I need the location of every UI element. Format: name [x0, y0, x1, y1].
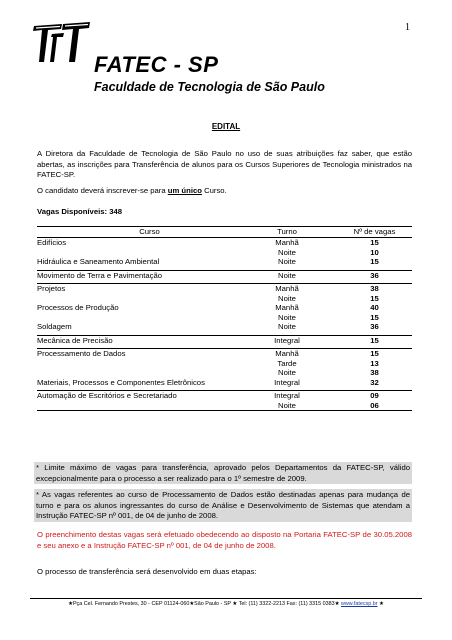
turno-cell: Integral	[237, 391, 337, 401]
curso-cell	[37, 313, 237, 323]
curso-cell: Materiais, Processos e Componentes Eletrônicos	[37, 377, 205, 387]
vagas-cell: 15	[370, 238, 379, 247]
table-row	[37, 257, 412, 267]
curso-cell: Projetos	[37, 284, 237, 294]
curso-cell: Processamento de Dados	[37, 349, 237, 359]
curso-cell	[37, 368, 237, 378]
curso-cell: Movimento de Terra e Pavimentação	[37, 270, 237, 280]
curso-cell: Hidráulica e Saneamento Ambiental	[37, 257, 160, 266]
table-row	[37, 391, 412, 401]
turno-cell: Noite	[237, 270, 337, 280]
table-row	[37, 368, 412, 378]
vagas-table	[37, 226, 412, 411]
candidate-emphasis: um único	[167, 186, 202, 195]
table-row	[37, 349, 412, 359]
turno-cell: Manhã	[275, 303, 299, 312]
vagas-cell: 40	[370, 303, 379, 312]
table-row	[37, 378, 412, 388]
turno-cell: Noite	[278, 247, 296, 257]
curso-cell	[37, 401, 237, 411]
table-row	[37, 359, 412, 369]
table-row	[37, 270, 412, 280]
curso-cell: Automação de Escritórios e Secretariado	[37, 391, 237, 401]
turno-cell: Noite	[237, 401, 337, 411]
turno-cell: Noite	[278, 312, 296, 322]
header-turno: Turno	[237, 227, 337, 238]
table-header-row	[37, 227, 412, 238]
footer-divider	[30, 598, 422, 599]
curso-cell: Processos de Produção	[37, 303, 119, 312]
vagas-cell: 36	[337, 270, 412, 280]
vagas-cell: 15	[337, 349, 412, 359]
vagas-cell: 32	[370, 377, 379, 387]
candidate-paragraph	[37, 186, 412, 197]
turno-cell: Noite	[278, 368, 296, 377]
table-row	[37, 401, 412, 411]
curso-cell: Soldagem	[37, 322, 72, 331]
vagas-cell: 36	[370, 322, 379, 331]
candidate-text-before: O candidato deverá inscrever-se para	[37, 186, 168, 195]
vagas-cell: 13	[370, 358, 379, 368]
turno-cell: Noite	[278, 257, 296, 266]
vagas-cell: 15	[370, 312, 379, 322]
curso-cell: Edifícios	[37, 238, 67, 247]
process-paragraph: O processo de transferência será desenvolvido em duas etapas:	[37, 567, 257, 576]
turno-cell: Manhã	[237, 349, 337, 359]
vagas-cell: 15	[370, 293, 379, 303]
turno-cell: Noite	[278, 322, 296, 331]
institution-title: FATEC - SP	[94, 52, 219, 77]
vagas-cell: 09	[337, 391, 412, 401]
vagas-cell: 15	[337, 335, 412, 345]
table-row	[37, 284, 412, 294]
footer	[0, 601, 452, 607]
portaria-notice: O preenchimento destas vagas será efetuado obedecendo ao disposto na Portaria FATEC-SP de 30.05.2008 e seu anexo e a Instrução FATEC-SP nº 001, de 04 de junho de 2008.	[37, 530, 412, 550]
table-row	[37, 303, 412, 313]
turno-cell: Noite	[278, 293, 296, 303]
footer-end: ★	[377, 601, 384, 607]
document-heading: EDITAL	[211, 122, 241, 131]
header-vagas: Nº de vagas	[337, 227, 412, 238]
turno-cell: Integral	[237, 335, 337, 345]
processamento-dados-note: * As vagas referentes ao curso de Processamento de Dados estão destinadas apenas para mudança de turno e para os alunos ingressantes do curso de Análise e Desenvolvimento de Sistemas que atendam a Instrução FATEC-SP nº 001, de 04 de junho de 2008.	[36, 490, 410, 520]
table-row	[37, 294, 412, 304]
vagas-cell: 06	[337, 401, 412, 411]
transfer-limit-note: * Limite máximo de vagas para transferência, aprovado pelos Departamentos da FATEC-SP, válido excepcionalmente para o processo a ser realizado para o 1º semestre de 2009.	[36, 463, 410, 483]
table-row	[37, 322, 412, 332]
table-row	[37, 335, 412, 345]
intro-paragraph: A Diretora da Faculdade de Tecnologia de São Paulo no uso de suas atribuições faz saber, que estão abertas, as inscrições para Transferência de alunos para os Cursos Superiores de Tecnologia ministrados na FATEC-SP.	[37, 149, 412, 179]
curso-cell	[37, 294, 237, 304]
vagas-cell: 38	[337, 284, 412, 294]
turno-cell: Manhã	[275, 238, 299, 247]
vagas-cell: 15	[370, 257, 379, 266]
vagas-label: Vagas Disponíveis: 348	[37, 207, 123, 216]
page-number: 1	[405, 22, 410, 33]
fatec-logo-icon	[32, 22, 92, 64]
header-curso: Curso	[37, 227, 237, 238]
website-link[interactable]: www.fatecsp.br	[340, 601, 378, 607]
candidate-text-after: Curso.	[201, 186, 227, 195]
table-row	[37, 238, 412, 248]
vagas-cell: 10	[370, 247, 379, 257]
turno-cell: Tarde	[277, 358, 297, 368]
footer-address: ★Pça Cel. Fernando Prestes, 30 - CEP 01124-060★São Paulo - SP ★ Tel: (11) 3322-2213 Fax: (11) 3315 0383★	[68, 601, 341, 607]
turno-cell: Manhã	[237, 284, 337, 294]
curso-cell: Mecânica de Precisão	[37, 335, 237, 345]
curso-cell	[37, 359, 237, 369]
table-row	[37, 313, 412, 323]
institution-subtitle: Faculdade de Tecnologia de São Paulo	[94, 80, 325, 94]
table-row	[37, 248, 412, 258]
vagas-cell: 38	[370, 368, 379, 377]
curso-cell	[37, 248, 237, 258]
turno-cell: Integral	[274, 377, 300, 387]
